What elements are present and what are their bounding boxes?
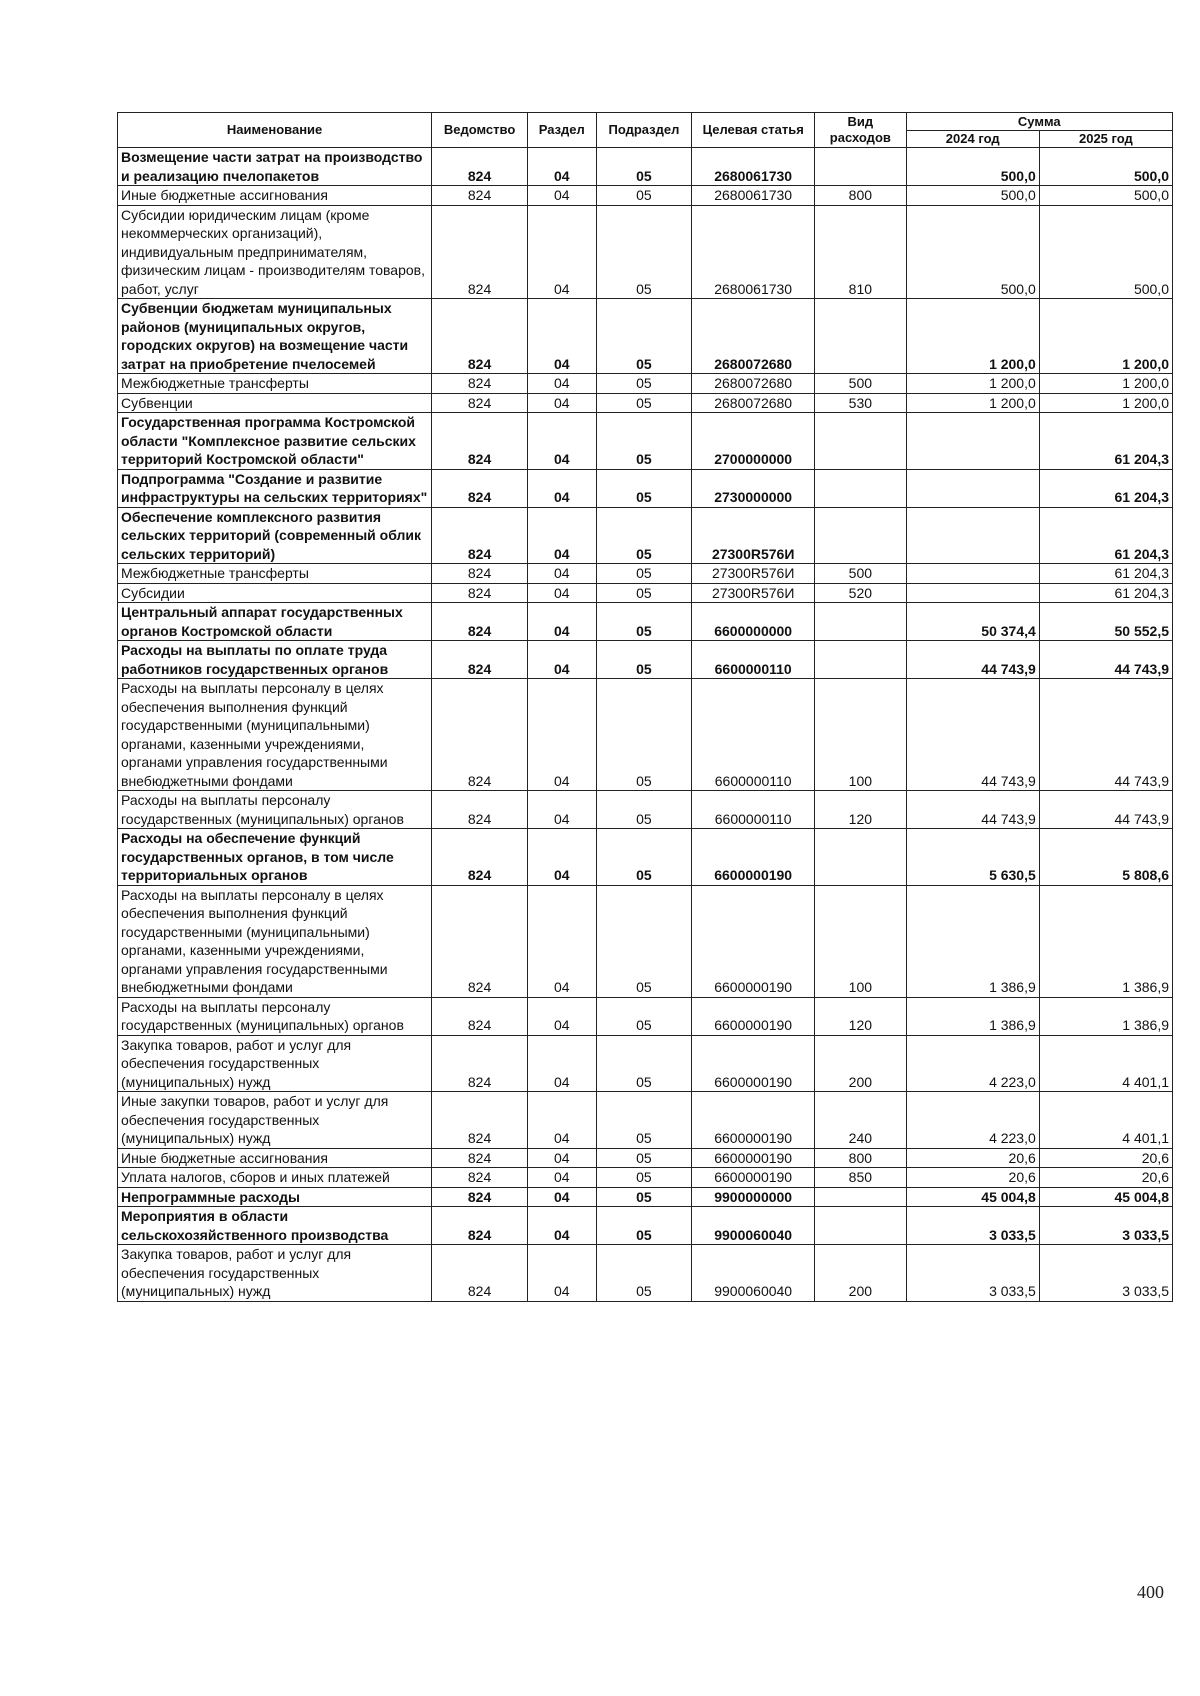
header-podrazdel: Подраздел [596,113,692,148]
table-row [118,1035,1173,1092]
cell-vid-rashodov [815,469,907,507]
cell-podrazdel: 05 [596,641,692,679]
table-row [118,469,1173,507]
table-row [118,1245,1173,1302]
table-row [118,885,1173,997]
cell-razdel: 04 [527,469,596,507]
cell-sum-2024: 44 743,9 [906,679,1039,791]
cell-podrazdel: 05 [596,1092,692,1149]
cell-celevaya-statya: 6600000190 [692,1148,815,1168]
table-row [118,997,1173,1035]
cell-name: Закупка товаров, работ и услуг для обеспечения государственных (муниципальных) нужд [118,1035,432,1092]
cell-sum-2025: 50 552,5 [1039,603,1172,641]
cell-vid-rashodov: 120 [815,791,907,829]
cell-vid-rashodov [815,299,907,374]
cell-celevaya-statya: 9900000000 [692,1187,815,1207]
cell-celevaya-statya: 6600000110 [692,791,815,829]
cell-sum-2025: 44 743,9 [1039,791,1172,829]
cell-sum-2025: 1 386,9 [1039,885,1172,997]
cell-podrazdel: 05 [596,186,692,206]
cell-razdel: 04 [527,299,596,374]
cell-vid-rashodov: 240 [815,1092,907,1149]
cell-vid-rashodov: 100 [815,885,907,997]
cell-celevaya-statya: 6600000110 [692,641,815,679]
cell-sum-2024: 3 033,5 [906,1207,1039,1245]
cell-name: Возмещение части затрат на производство и реализацию пчелопакетов [118,148,432,186]
cell-vedomstvo: 824 [432,469,528,507]
cell-celevaya-statya: 6600000190 [692,829,815,886]
table-row [118,1187,1173,1207]
table-row [118,791,1173,829]
cell-razdel: 04 [527,1035,596,1092]
cell-vid-rashodov [815,148,907,186]
header-name: Наименование [118,113,432,148]
cell-sum-2024: 1 200,0 [906,374,1039,394]
cell-vedomstvo: 824 [432,507,528,564]
cell-sum-2025: 61 204,3 [1039,564,1172,584]
cell-sum-2024: 1 200,0 [906,393,1039,413]
cell-celevaya-statya: 2680061730 [692,186,815,206]
cell-celevaya-statya: 2680072680 [692,393,815,413]
cell-razdel: 04 [527,1245,596,1302]
cell-sum-2025: 45 004,8 [1039,1187,1172,1207]
cell-sum-2024: 5 630,5 [906,829,1039,886]
cell-celevaya-statya: 2730000000 [692,469,815,507]
cell-sum-2025: 44 743,9 [1039,679,1172,791]
cell-sum-2025: 1 386,9 [1039,997,1172,1035]
cell-vedomstvo: 824 [432,1035,528,1092]
cell-vid-rashodov: 520 [815,583,907,603]
cell-name: Расходы на выплаты персоналу государственных (муниципальных) органов [118,791,432,829]
table-row [118,374,1173,394]
cell-razdel: 04 [527,1207,596,1245]
cell-razdel: 04 [527,564,596,584]
cell-vedomstvo: 824 [432,299,528,374]
cell-vedomstvo: 824 [432,997,528,1035]
table-row [118,393,1173,413]
cell-vedomstvo: 824 [432,603,528,641]
cell-vedomstvo: 824 [432,1245,528,1302]
header-vid-rashodov: Вид расходов [815,113,907,148]
table-row [118,1168,1173,1188]
cell-celevaya-statya: 6600000110 [692,679,815,791]
table-row [118,205,1173,299]
cell-celevaya-statya: 6600000190 [692,1168,815,1188]
budget-page [117,112,1173,1302]
cell-podrazdel: 05 [596,583,692,603]
cell-sum-2024: 45 004,8 [906,1187,1039,1207]
cell-name: Уплата налогов, сборов и иных платежей [118,1168,432,1188]
page-number: 400 [1137,1582,1164,1602]
cell-vedomstvo: 824 [432,374,528,394]
cell-sum-2024 [906,413,1039,470]
cell-podrazdel: 05 [596,1187,692,1207]
cell-sum-2024: 44 743,9 [906,641,1039,679]
cell-vid-rashodov [815,507,907,564]
table-row [118,148,1173,186]
cell-vedomstvo: 824 [432,1148,528,1168]
cell-celevaya-statya: 27300R576И [692,583,815,603]
cell-name: Подпрограмма "Создание и развитие инфраструктуры на сельских территориях" [118,469,432,507]
cell-name: Непрограммные расходы [118,1187,432,1207]
cell-razdel: 04 [527,374,596,394]
cell-vedomstvo: 824 [432,1207,528,1245]
cell-sum-2024: 20,6 [906,1168,1039,1188]
cell-podrazdel: 05 [596,791,692,829]
cell-vid-rashodov [815,603,907,641]
cell-razdel: 04 [527,603,596,641]
cell-sum-2024: 1 386,9 [906,885,1039,997]
cell-razdel: 04 [527,1168,596,1188]
cell-name: Расходы на выплаты персоналу государственных (муниципальных) органов [118,997,432,1035]
cell-podrazdel: 05 [596,1168,692,1188]
cell-vedomstvo: 824 [432,148,528,186]
cell-sum-2024: 4 223,0 [906,1092,1039,1149]
cell-sum-2025: 61 204,3 [1039,469,1172,507]
cell-celevaya-statya: 6600000190 [692,1035,815,1092]
cell-sum-2025: 44 743,9 [1039,641,1172,679]
cell-sum-2024 [906,564,1039,584]
cell-sum-2025: 500,0 [1039,205,1172,299]
header-razdel: Раздел [527,113,596,148]
cell-vedomstvo: 824 [432,413,528,470]
table-row [118,603,1173,641]
cell-name: Межбюджетные трансферты [118,374,432,394]
cell-vid-rashodov: 500 [815,564,907,584]
cell-vedomstvo: 824 [432,393,528,413]
header-year-2024: 2024 год [906,131,1039,148]
cell-celevaya-statya: 6600000190 [692,885,815,997]
cell-sum-2024: 500,0 [906,205,1039,299]
cell-podrazdel: 05 [596,374,692,394]
cell-celevaya-statya: 2680061730 [692,148,815,186]
table-row [118,679,1173,791]
cell-celevaya-statya: 27300R576И [692,507,815,564]
cell-vid-rashodov: 200 [815,1035,907,1092]
cell-podrazdel: 05 [596,603,692,641]
cell-razdel: 04 [527,791,596,829]
cell-razdel: 04 [527,507,596,564]
cell-razdel: 04 [527,997,596,1035]
cell-sum-2024 [906,583,1039,603]
cell-sum-2025: 1 200,0 [1039,374,1172,394]
cell-name: Центральный аппарат государственных органов Костромской области [118,603,432,641]
cell-vid-rashodov: 120 [815,997,907,1035]
cell-razdel: 04 [527,1148,596,1168]
cell-razdel: 04 [527,641,596,679]
cell-name: Мероприятия в области сельскохозяйственного производства [118,1207,432,1245]
cell-podrazdel: 05 [596,413,692,470]
cell-vedomstvo: 824 [432,1168,528,1188]
table-row [118,1092,1173,1149]
cell-celevaya-statya: 9900060040 [692,1207,815,1245]
cell-name: Субсидии [118,583,432,603]
cell-razdel: 04 [527,829,596,886]
table-row [118,583,1173,603]
cell-vid-rashodov [815,641,907,679]
table-row [118,641,1173,679]
table-body [118,148,1173,1302]
cell-vid-rashodov: 530 [815,393,907,413]
cell-sum-2024: 500,0 [906,148,1039,186]
cell-podrazdel: 05 [596,507,692,564]
cell-razdel: 04 [527,1187,596,1207]
cell-name: Субвенции бюджетам муниципальных районов (муниципальных округов, городских округов) на возмещение части затрат на приобретение пчелосемей [118,299,432,374]
cell-sum-2025: 61 204,3 [1039,583,1172,603]
cell-vedomstvo: 824 [432,583,528,603]
cell-name: Иные закупки товаров, работ и услуг для обеспечения государственных (муниципальных) нужд [118,1092,432,1149]
cell-name: Государственная программа Костромской области "Комплексное развитие сельских территорий Костромской области" [118,413,432,470]
cell-sum-2025: 20,6 [1039,1148,1172,1168]
cell-vedomstvo: 824 [432,564,528,584]
header-celevaya-statya: Целевая статья [692,113,815,148]
cell-sum-2024: 44 743,9 [906,791,1039,829]
header-vedomstvo: Ведомство [432,113,528,148]
cell-vid-rashodov [815,1207,907,1245]
cell-sum-2025: 500,0 [1039,148,1172,186]
cell-celevaya-statya: 27300R576И [692,564,815,584]
cell-celevaya-statya: 2680061730 [692,205,815,299]
cell-sum-2024 [906,469,1039,507]
cell-sum-2024 [906,507,1039,564]
cell-razdel: 04 [527,393,596,413]
cell-sum-2024: 1 200,0 [906,299,1039,374]
cell-razdel: 04 [527,413,596,470]
cell-celevaya-statya: 2700000000 [692,413,815,470]
cell-vedomstvo: 824 [432,679,528,791]
cell-sum-2024: 500,0 [906,186,1039,206]
cell-razdel: 04 [527,148,596,186]
table-row [118,564,1173,584]
cell-name: Расходы на выплаты персоналу в целях обеспечения выполнения функций государственными (муниципальными) органами, казенными учреждениями, органами управления государственными внебюджетными фондами [118,679,432,791]
header-year-2025: 2025 год [1039,131,1172,148]
cell-podrazdel: 05 [596,299,692,374]
table-row [118,507,1173,564]
table-row [118,413,1173,470]
cell-name: Иные бюджетные ассигнования [118,1148,432,1168]
cell-sum-2025: 3 033,5 [1039,1245,1172,1302]
cell-name: Закупка товаров, работ и услуг для обеспечения государственных (муниципальных) нужд [118,1245,432,1302]
cell-sum-2025: 20,6 [1039,1168,1172,1188]
cell-podrazdel: 05 [596,1035,692,1092]
table-row [118,299,1173,374]
cell-sum-2024: 4 223,0 [906,1035,1039,1092]
cell-name: Расходы на выплаты персоналу в целях обеспечения выполнения функций государственными (муниципальными) органами, казенными учреждениями, органами управления государственными внебюджетными фондами [118,885,432,997]
cell-celevaya-statya: 9900060040 [692,1245,815,1302]
table-row [118,1148,1173,1168]
cell-sum-2025: 5 808,6 [1039,829,1172,886]
cell-celevaya-statya: 2680072680 [692,299,815,374]
cell-vedomstvo: 824 [432,1092,528,1149]
cell-vedomstvo: 824 [432,885,528,997]
cell-razdel: 04 [527,205,596,299]
cell-vid-rashodov: 850 [815,1168,907,1188]
cell-podrazdel: 05 [596,1245,692,1302]
cell-vedomstvo: 824 [432,1187,528,1207]
cell-sum-2025: 500,0 [1039,186,1172,206]
cell-sum-2025: 4 401,1 [1039,1092,1172,1149]
cell-podrazdel: 05 [596,393,692,413]
cell-vedomstvo: 824 [432,205,528,299]
cell-sum-2024: 20,6 [906,1148,1039,1168]
cell-sum-2025: 1 200,0 [1039,393,1172,413]
cell-name: Субвенции [118,393,432,413]
cell-vid-rashodov: 500 [815,374,907,394]
cell-podrazdel: 05 [596,829,692,886]
cell-podrazdel: 05 [596,997,692,1035]
cell-vid-rashodov [815,413,907,470]
cell-vid-rashodov: 810 [815,205,907,299]
cell-vid-rashodov: 800 [815,1148,907,1168]
cell-sum-2025: 4 401,1 [1039,1035,1172,1092]
cell-name: Расходы на обеспечение функций государственных органов, в том числе территориальных органов [118,829,432,886]
cell-name: Расходы на выплаты по оплате труда работников государственных органов [118,641,432,679]
cell-vid-rashodov: 200 [815,1245,907,1302]
cell-vid-rashodov [815,829,907,886]
cell-sum-2024: 50 374,4 [906,603,1039,641]
cell-sum-2024: 1 386,9 [906,997,1039,1035]
table-row [118,1207,1173,1245]
cell-vid-rashodov: 100 [815,679,907,791]
table-row [118,186,1173,206]
cell-name: Субсидии юридическим лицам (кроме некоммерческих организаций), индивидуальным предпринимателям, физическим лицам - производителям товаров, работ, услуг [118,205,432,299]
cell-vedomstvo: 824 [432,829,528,886]
cell-podrazdel: 05 [596,679,692,791]
cell-podrazdel: 05 [596,148,692,186]
cell-podrazdel: 05 [596,885,692,997]
cell-razdel: 04 [527,885,596,997]
cell-name: Обеспечение комплексного развития сельских территорий (современный облик сельских территорий) [118,507,432,564]
cell-razdel: 04 [527,186,596,206]
cell-vedomstvo: 824 [432,641,528,679]
cell-vedomstvo: 824 [432,791,528,829]
cell-celevaya-statya: 6600000190 [692,997,815,1035]
header-summa: Сумма [906,113,1172,131]
cell-razdel: 04 [527,583,596,603]
cell-podrazdel: 05 [596,469,692,507]
budget-table [117,112,1173,1302]
cell-razdel: 04 [527,1092,596,1149]
cell-podrazdel: 05 [596,1148,692,1168]
cell-name: Иные бюджетные ассигнования [118,186,432,206]
cell-sum-2025: 1 200,0 [1039,299,1172,374]
cell-razdel: 04 [527,679,596,791]
cell-sum-2025: 61 204,3 [1039,507,1172,564]
cell-vid-rashodov [815,1187,907,1207]
cell-podrazdel: 05 [596,1207,692,1245]
cell-celevaya-statya: 6600000000 [692,603,815,641]
cell-celevaya-statya: 2680072680 [692,374,815,394]
cell-podrazdel: 05 [596,564,692,584]
cell-vid-rashodov: 800 [815,186,907,206]
cell-podrazdel: 05 [596,205,692,299]
cell-sum-2024: 3 033,5 [906,1245,1039,1302]
cell-sum-2025: 3 033,5 [1039,1207,1172,1245]
cell-celevaya-statya: 6600000190 [692,1092,815,1149]
table-header [118,113,1173,148]
table-row [118,829,1173,886]
cell-sum-2025: 61 204,3 [1039,413,1172,470]
cell-name: Межбюджетные трансферты [118,564,432,584]
cell-vedomstvo: 824 [432,186,528,206]
